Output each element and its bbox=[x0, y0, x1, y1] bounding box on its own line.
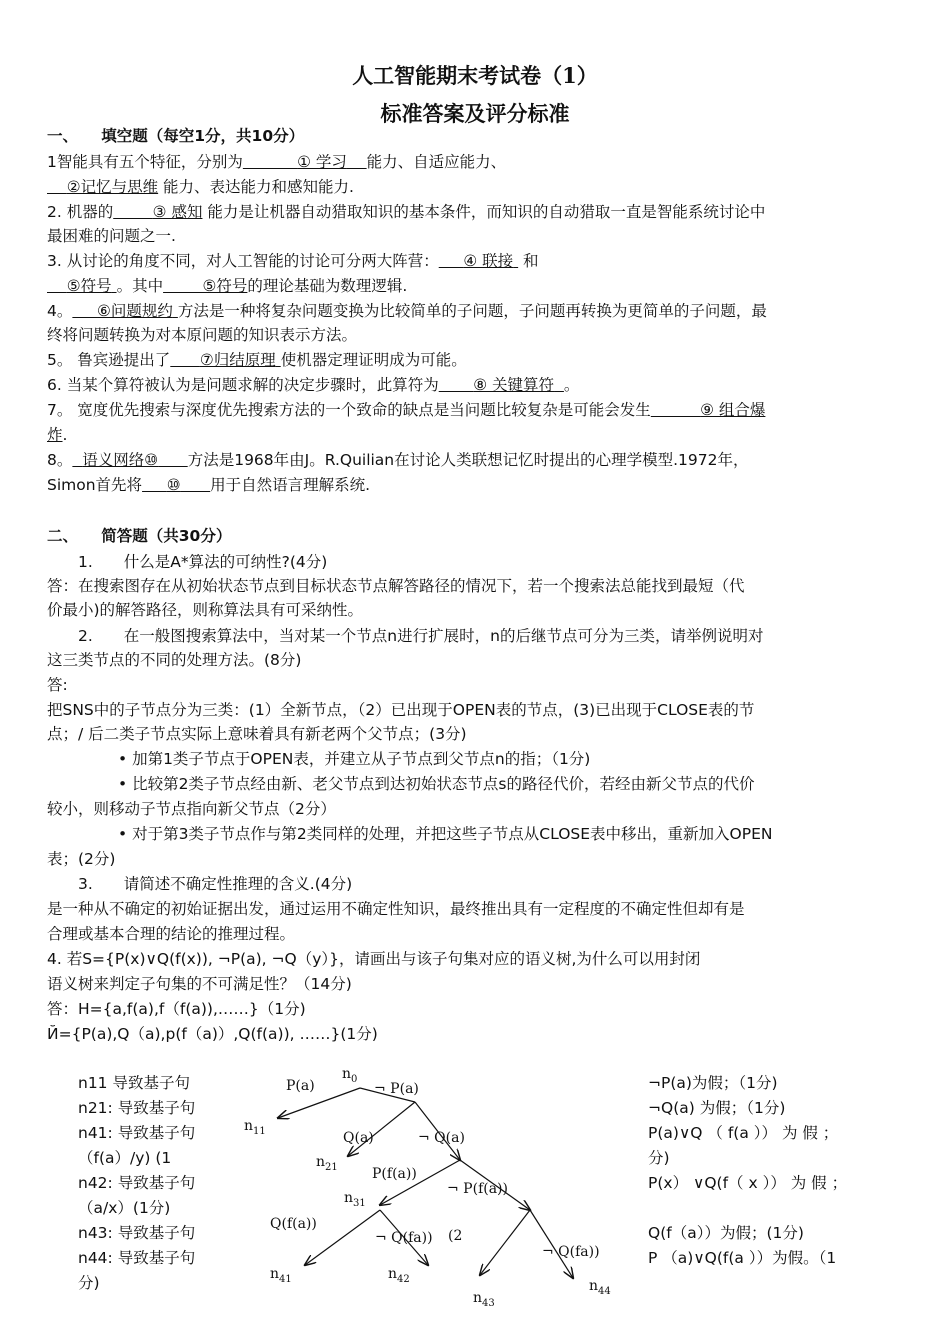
edge-label-not-pa: ¬ P(a) bbox=[374, 1081, 419, 1097]
q3-text2: 和 bbox=[518, 252, 539, 270]
q6-answer: ⑧ 关键算符 bbox=[473, 376, 555, 394]
page-subtitle: 标准答案及评分标准 bbox=[380, 102, 570, 126]
rnote-1: ¬P(a)为假；（1分) bbox=[648, 1074, 778, 1092]
edge-to-n21 bbox=[348, 1102, 415, 1156]
q1-text2: 能力、自适应能力、 bbox=[366, 153, 507, 171]
s2-q2-a-line1: 把SNS中的子节点分为三类：(1）全新节点，（2）已出现于OPEN表的节点，(3)已出现于CLOSE表的节 bbox=[47, 701, 755, 719]
s2-q2-bullet1: • 加第1类子节点于OPEN表，并建立从子节点到父节点n的指；（1分) bbox=[118, 750, 591, 768]
section1-heading: 一、 填空题（每空1分，共10分） bbox=[47, 127, 305, 145]
s2-q4-line1: 4. 若S={P(x)∨Q(f(x)), ¬P(a), ¬Q（y）}，请画出与该子句集对应的语义树,为什么可以用封闭 bbox=[47, 950, 701, 968]
q1-blank2 bbox=[47, 178, 158, 196]
q7-line1 bbox=[47, 398, 907, 422]
q1-line1 bbox=[47, 150, 907, 174]
edge-label-pa: P(a) bbox=[286, 1078, 315, 1094]
s2-a1-line1: 答：在搜索图存在从初始状态节点到目标状态节点解答路径的情况下，若一个搜索法总能找到最短（代 bbox=[47, 577, 745, 595]
q3-answer3: ⑤符号 bbox=[202, 277, 248, 295]
q3-text4: 的理论基础为数理逻辑. bbox=[247, 277, 408, 295]
q7-answer: ⑨ 组合爆 bbox=[700, 401, 766, 419]
edge-label-qa: Q(a) bbox=[343, 1130, 374, 1146]
q4-line2: 终将问题转换为对本原问题的知识表示方法。 bbox=[47, 326, 358, 344]
q1-answer2: ②记忆与思维 bbox=[66, 178, 159, 196]
q8-answer2: ⑩ bbox=[166, 476, 181, 494]
q4-line1 bbox=[47, 299, 907, 323]
q8-blank1 bbox=[72, 451, 187, 469]
q5-answer: ⑦归结原理 bbox=[199, 351, 276, 369]
page-title: 人工智能期末考试卷（1） bbox=[352, 63, 598, 88]
rnote-5: P(x） ∨Q(f（ x ）） 为 假 ； bbox=[648, 1174, 848, 1192]
edge-label-not-pfa: ¬ P(f(a)) bbox=[447, 1181, 508, 1197]
q7-text: 7。 宽度优先搜索与深度优先搜索方法的一个致命的缺点是当问题比较复杂是可能会发生 bbox=[47, 401, 651, 419]
note-n41: n41: 导致基子句 bbox=[78, 1124, 196, 1142]
q2-line1 bbox=[47, 200, 907, 224]
rnote-8: P （a)∨Q(f(a ））为假。（1 bbox=[648, 1249, 837, 1267]
q2-answer: ③ 感知 bbox=[152, 203, 203, 221]
rnote-6 bbox=[648, 1196, 906, 1221]
note-n42: n42: 导致基子句 bbox=[78, 1174, 196, 1192]
q5-text2: 使机器定理证明成为可能。 bbox=[280, 351, 467, 369]
note-n21: n21: 导致基子句 bbox=[78, 1099, 196, 1117]
q2-text2: 能力是让机器自动猎取知识的基本条件，而知识的自动猎取一直是智能系统讨论中 bbox=[207, 203, 766, 221]
edge-label-not-qfa-right: ¬ Q(fa)) bbox=[542, 1244, 600, 1260]
q1-answer1: ① 学习 bbox=[297, 153, 347, 171]
q3-text: 3. 从讨论的角度不同，对人工智能的讨论可分两大阵营： bbox=[47, 252, 439, 270]
edge-label-qfa: Q(f(a)) bbox=[270, 1216, 317, 1232]
rnote-7: Q(f（a））为假；(1分) bbox=[648, 1224, 804, 1242]
section2-heading: 二、 简答题（共30分） bbox=[47, 527, 232, 545]
s2-q4-line2: 语义树来判定子句集的不可满足性？（14分) bbox=[47, 975, 352, 993]
q1-line2 bbox=[47, 175, 907, 199]
q2-blank bbox=[113, 203, 202, 221]
note-n42-sub: （a/x）(1分) bbox=[78, 1199, 171, 1217]
q5-text: 5。 鲁宾逊提出了 bbox=[47, 351, 171, 369]
q8-text4: 用于自然语言理解系统. bbox=[210, 476, 371, 494]
q4-blank bbox=[72, 302, 177, 320]
q3-answer2: ⑤符号 bbox=[66, 277, 112, 295]
node-n21: $n_{21}$ bbox=[316, 1154, 338, 1173]
s2-q2-bullet3b: 表；(2分) bbox=[47, 850, 116, 868]
q5-blank bbox=[170, 351, 280, 369]
q3-answer1: ④ 联接 bbox=[463, 252, 514, 270]
rnote-2: ¬Q(a) 为假；（1分) bbox=[648, 1099, 786, 1117]
q7-blank bbox=[651, 401, 766, 419]
s2-q3-a-line2: 合理或基本合理的结论的推理过程。 bbox=[47, 925, 296, 943]
s2-q3-a-line1: 是一种从不确定的初始证据出发，通过运用不确定性知识，最终推出具有一定程度的不确定性但却有是 bbox=[47, 900, 745, 918]
s2-q2-answer-label: 答: bbox=[47, 676, 68, 694]
s2-q3: 3. 请简述不确定性推理的含义.(4分) bbox=[78, 875, 353, 893]
edge-label-pfa: P(f(a)) bbox=[372, 1166, 417, 1182]
q8-line2 bbox=[47, 473, 907, 497]
q2-text: 2. 机器的 bbox=[47, 203, 114, 221]
q3-blank3 bbox=[163, 277, 247, 295]
q3-blank1 bbox=[439, 252, 518, 270]
node-n41: $n_{41}$ bbox=[270, 1266, 292, 1285]
edge-to-n43 bbox=[480, 1210, 530, 1275]
right-notes bbox=[648, 1071, 906, 1271]
q8-text3: Simon首先将 bbox=[47, 476, 143, 494]
q8-line1 bbox=[47, 448, 907, 472]
edge-label-not-qa: ¬ Q(a) bbox=[418, 1130, 465, 1146]
q4-text: 4。 bbox=[47, 302, 73, 320]
q3-text3: 。其中 bbox=[116, 277, 164, 295]
q1-blank1 bbox=[243, 153, 367, 171]
q4-answer: ⑥问题规约 bbox=[97, 302, 173, 320]
q2-line2: 最困难的问题之一. bbox=[47, 227, 176, 245]
q5-line bbox=[47, 348, 907, 372]
q4-text2: 方法是一种将复杂问题变换为比较简单的子问题，子问题再转换为更简单的子问题，最 bbox=[177, 302, 767, 320]
s2-q4-herbrand: 答：H={a,f(a),f（f(a)),……}（1分) bbox=[47, 1000, 306, 1018]
q3-line1 bbox=[47, 249, 907, 273]
q1-text3: 能力、表达能力和感知能力. bbox=[158, 178, 354, 196]
s2-q4-atom-set: Й={P(a),Q（a),p(f（a)）,Q(f(a)), ……}(1分) bbox=[47, 1025, 378, 1043]
node-n44: $n_{44}$ bbox=[589, 1278, 611, 1297]
note-tail: 分) bbox=[78, 1274, 100, 1292]
left-notes bbox=[78, 1071, 195, 1296]
q6-line bbox=[47, 373, 907, 397]
q6-text: 6. 当某个算符被认为是问题求解的决定步骤时，此算符为 bbox=[47, 376, 439, 394]
note-n43: n43: 导致基子句 bbox=[78, 1224, 196, 1242]
tree-edges bbox=[278, 1088, 573, 1278]
node-n42: $n_{42}$ bbox=[388, 1266, 410, 1285]
s2-a1-line2: 价最小)的解答路径，则称算法具有可采纳性。 bbox=[47, 601, 364, 619]
q3-blank2 bbox=[47, 277, 117, 295]
q8-blank2 bbox=[142, 476, 210, 494]
q8-text2: 方法是1968年由J。R.Quilian在讨论人类联想记忆时提出的心理学模型.1972年， bbox=[187, 451, 749, 469]
q7-text2: . bbox=[62, 426, 68, 444]
q7-line2 bbox=[47, 423, 907, 447]
q6-blank bbox=[439, 376, 564, 394]
s2-q2-line2: 这三类节点的不同的处理方法。(8分) bbox=[47, 651, 302, 669]
q1-text: 1智能具有五个特征，分别为 bbox=[47, 153, 243, 171]
rnote-4: 分) bbox=[648, 1149, 670, 1167]
s2-q1: 1. 什么是A*算法的可纳性?(4分) bbox=[78, 553, 328, 571]
s2-q2-bullet2a: • 比较第2类子节点经由新、老父节点到达初始状态节点s的路径代价，若经由新父节点的代价 bbox=[118, 775, 755, 793]
s2-q2-line1: 2. 在一般图搜索算法中，当对某一个节点n进行扩展时，n的后继节点可分为三类，请举例说明对 bbox=[78, 627, 764, 645]
note-n11: n11 导致基子句 bbox=[78, 1074, 190, 1092]
q3-line2 bbox=[47, 274, 907, 298]
edge-label-not-qfa-left: ¬ Q(fa)) bbox=[375, 1230, 433, 1246]
semantic-tree-diagram bbox=[240, 1060, 630, 1320]
s2-q2-bullet3a: • 对于第3类子节点作与第2类同样的处理，并把这些子节点从CLOSE表中移出，重新加入OPEN bbox=[118, 825, 773, 843]
node-root: $n_0$ bbox=[342, 1066, 358, 1085]
rnote-3: P(a)∨Q （ f(a ）） 为 假 ； bbox=[648, 1124, 839, 1142]
q7-answer-cont: 炸 bbox=[47, 426, 63, 444]
s2-q2-a-line2: 点；/ 后二类子节点实际上意味着具有新老两个父节点；(3分) bbox=[47, 725, 467, 743]
node-n31: $n_{31}$ bbox=[344, 1190, 366, 1209]
node-n11: $n_{11}$ bbox=[244, 1118, 266, 1137]
note-n44: n44: 导致基子句 bbox=[78, 1249, 196, 1267]
note-n41-sub: （f(a）/y) (1 bbox=[78, 1149, 172, 1167]
q8-answer1: 语义网络⑩ bbox=[82, 451, 159, 469]
node-n43: $n_{43}$ bbox=[473, 1290, 495, 1309]
s2-q2-bullet2b: 较小，则移动子节点指向新父节点（2分） bbox=[47, 800, 336, 818]
q6-text2: 。 bbox=[563, 376, 580, 394]
q8-text: 8。 bbox=[47, 451, 73, 469]
stray-mark: (2 bbox=[448, 1228, 463, 1244]
